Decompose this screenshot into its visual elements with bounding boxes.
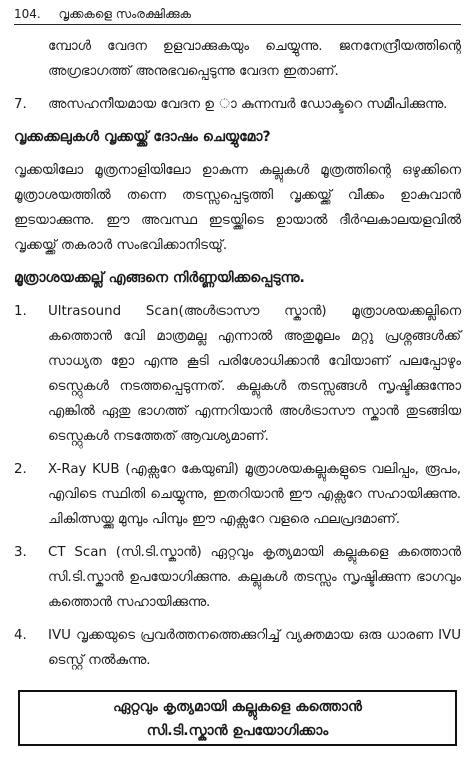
section-heading-diagnosis: മൂത്രാശയക്കല്ല് എങ്ങനെ നിർണ്ണയിക്കപ്പെടുന്നു. [14, 270, 305, 286]
list-item-text: അസഹനീയമായ വേദന ഉ ാ കുന്നമ്പർ ഡോക്ടറെ സമീപിക്കുന്നു. [48, 97, 448, 112]
list-item-number: 4. [14, 628, 27, 643]
list-item-text: IVU വൃക്കയുടെ പ്രവർത്തനത്തെക്കുറിച്ച് വ്യക്തമായ ഒരു ധാരണ IVU ടെസ്റ്റ് നൽകുന്നു. [48, 628, 461, 668]
list-item-number: 2. [14, 462, 27, 477]
list-item-text: X-Ray KUB (എക്സറേ കേയുബി) മൂത്രാശയകല്ലുകളുടെ വലിപ്പം, രൂപം, എവിടെ സ്ഥിതി ചെയ്യുന്നു, ഇതറിയാൻ ഈ എക്സറേ സഹായിക്കുന്നു. ചികിത്സയ്ക്കു മുമ്പും പിമ്പും ഈ എക്സറേ വളരെ ഫലപ്രദമാണ്. [48, 462, 461, 527]
highlight-box [18, 690, 457, 746]
list-item-number: 3. [14, 545, 27, 560]
list-item-text: CT Scan (സി.ടി.സ്കാൻ) ഏറ്റവും കൃത്യമായി കല്ലുകളെ കത്തൊൻ സി.ടി.സ്കാൻ ഉപയോഗിക്കുന്നു. കല്ലുകൾ തടസ്സം സൃഷ്ടിക്കുന്ന ഭാഗവും കത്തൊൻ സഹായിക്കുന്നു. [48, 545, 461, 610]
list-item-xray [14, 457, 461, 532]
page-number: 104. [14, 7, 41, 21]
list-item-ivu [14, 623, 461, 673]
highlight-line-1: ഏറ്റവും കൃത്യമായി കല്ലുകളെ കത്തൊൻ [113, 699, 362, 715]
section-heading-harm: വൃക്കക്കലുകൾ വൃക്കയ്ക്ക് ദോഷം ചെയ്യുമോ? [14, 129, 271, 145]
continued-paragraph: മ്പോൾ വേദന ഉളവാക്കുകയും ചെയ്യുന്നു. ജനനേന്ദ്രീയത്തിന്റെ അഗ്രഭാഗത്ത് അനുഭവപ്പെടുന്നു വേദന ഇതാണ്. [48, 39, 461, 79]
chapter-title: വൃക്കകളെ സംരക്ഷിക്കുക [58, 7, 192, 21]
list-item-ultrasound [14, 299, 461, 449]
list-item-number: 1. [14, 304, 27, 319]
running-header [14, 4, 461, 25]
list-item-ct-scan [14, 540, 461, 615]
list-item-text: Ultrasound Scan(അൾട്രാസൗ സ്കാൻ) മൂത്രാശയക്കല്ലിനെ കത്തൊൻ വേി മാത്രമല്ല എന്നാൽ അതുമൂലം മറ്റു പ്രശ്നങ്ങൾക്ക് സാധ്യത ഉോ എന്നു കൂടി പരിശോധിക്കാൻ വേിയാണ് പലപ്പോഴും ടെസ്റ്റുകൾ നടത്തപ്പെടുന്നത്. കല്ലുകൾ തടസ്സങ്ങൾ സൃഷ്ടിക്കുന്നുോ എങ്കിൽ ഏതു ഭാഗത്ത് എന്നറിയാൻ അൾട്രാസൗ സ്കാൻ തുടങ്ങിയ ടെസ്റ്റുകൾ നടത്തേത് ആവശ്യമാണ്. [48, 304, 461, 444]
highlight-line-2: സി.ടി.സ്കാൻ ഉപയോഗിക്കാം [146, 723, 329, 739]
list-item-number: 7. [14, 97, 27, 112]
page-body [14, 34, 461, 681]
list-item-7 [14, 92, 461, 117]
section-paragraph-harm: വൃക്കയിലോ മൂത്രനാളിയിലോ ഉാകുന്ന കല്ലുകൾ മൂത്രത്തിന്റെ ഒഴുക്കിനെ മൂത്രാശയത്തിൽ തന്നെ തടസ്സപ്പെടുത്തി വൃക്കയ്ക്ക് വീക്കം ഉാകുവാൻ ഇടയാക്കുന്നു. ഈ അവസ്ഥ ഇടയ്ക്കിടെ ഉായാൽ ദീർഘകാലയളവിൽ വൃക്കയ്ക്ക് തകരാർ സംഭവിക്കാനിടയു്. [14, 163, 461, 253]
